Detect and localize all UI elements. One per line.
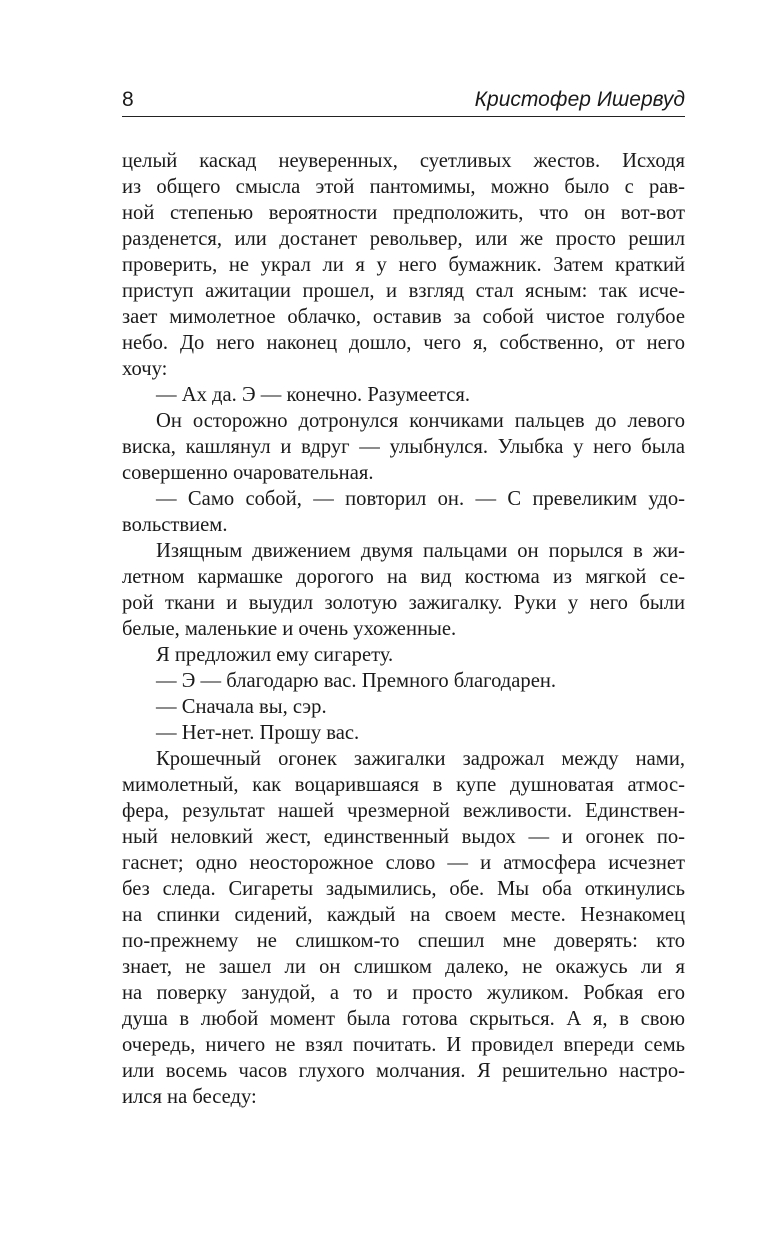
text-line: белые, маленькие и очень ухоженные. [122,618,457,640]
text-line: проверить, не украл ли я у него бумажник. Затем краткий [122,254,685,276]
text-line: Изящным движением двумя пальцами он порылся в жи- [156,540,685,562]
text-line: Я предложил ему сигарету. [156,644,394,666]
text-line: вольствием. [122,514,228,536]
text-line: душа в любой момент была готова скрыться. А я, в свою [122,1008,685,1030]
text-line: — Само собой, — повторил он. — С превеликим удо- [156,488,685,510]
text-line: без следа. Сигареты задымились, обе. Мы оба откинулись [122,878,685,900]
text-line: из общего смысла этой пантомимы, можно было с рав- [122,176,685,198]
text-line: по-прежнему не слишком-то спешил мне доверять: кто [122,930,685,952]
text-line: очередь, ничего не взял почитать. И провидел впереди семь [122,1034,685,1056]
text-line: — Ах да. Э — конечно. Разумеется. [156,384,470,406]
text-line: — Э — благодарю вас. Премного благодарен. [156,670,557,692]
running-title: Кристофер Ишервуд [474,88,685,111]
text-line: небо. До него наконец дошло, чего я, собственно, от него [122,332,685,354]
text-line: или восемь часов глухого молчания. Я решительно настро- [122,1060,685,1082]
text-line: зает мимолетное облачко, оставив за собой чистое голубое [122,306,685,328]
text-line: приступ ажитации прошел, и взгляд стал ясным: так исче- [122,280,685,302]
text-line: ился на беседу: [122,1086,257,1108]
text-line: на спинки сидений, каждый на своем месте. Незнакомец [122,904,685,926]
body-text [122,148,685,1110]
text-line: целый каскад неуверенных, суетливых жестов. Исходя [122,150,685,172]
text-line: виска, кашлянул и вдруг — улыбнулся. Улыбка у него была [122,436,685,458]
text-line: знает, не зашел ли он слишком далеко, не окажусь ли я [122,956,685,978]
text-line: разденется, или достанет револьвер, или же просто решил [122,228,685,250]
text-line: на поверку занудой, а то и просто жуликом. Робкая его [122,982,685,1004]
text-line: мимолетный, как воцарившаяся в купе душноватая атмос- [122,774,685,796]
text-line: фера, результат нашей чрезмерной вежливости. Единствен- [122,800,685,822]
text-line: гаснет; одно неосторожное слово — и атмосфера исчезнет [122,852,685,874]
text-line: ный неловкий жест, единственный выдох — и огонек по- [122,826,685,848]
text-line: рой ткани и выудил золотую зажигалку. Руки у него были [122,592,685,614]
text-line: — Сначала вы, сэр. [156,696,327,718]
running-header [122,86,685,117]
text-line: — Нет-нет. Прошу вас. [156,722,360,744]
text-line: Крошечный огонек зажигалки задрожал между нами, [156,748,685,770]
text-line: хочу: [122,358,168,380]
text-line: совершенно очаровательная. [122,462,374,484]
page-number: 8 [122,88,134,111]
text-line: ной степенью вероятности предположить, что он вот-вот [122,202,685,224]
text-line: Он осторожно дотронулся кончиками пальцев до левого [156,410,685,432]
text-line: летном кармашке дорогого на вид костюма из мягкой се- [122,566,685,588]
